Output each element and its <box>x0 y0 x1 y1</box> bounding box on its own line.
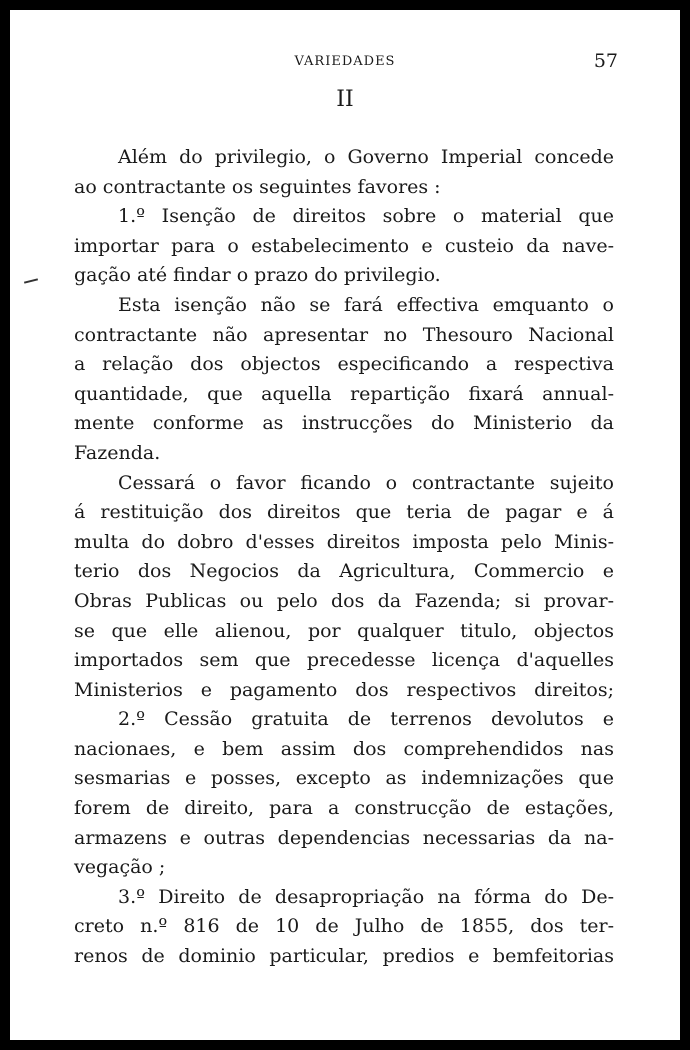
text-line: vegação ; <box>74 856 166 879</box>
page-number: 57 <box>593 50 618 72</box>
text-line: importados sem que precedesse licença d'aquelles <box>74 649 614 672</box>
text-line: creto n.º 816 de 10 de Julho de 1855, dos ter- <box>74 915 614 938</box>
text-line: renos de dominio particular, predios e bemfeitorias <box>74 945 614 968</box>
text-line: 2.º Cessão gratuita de terrenos devolutos e <box>118 708 614 731</box>
text-line: importar para o estabelecimento e custeio da nave- <box>74 234 614 257</box>
text-line: mente conforme as instrucções do Ministerio da <box>74 412 614 435</box>
text-line: contractante não apresentar no Thesouro Nacional <box>74 323 614 346</box>
text-line: 3.º Direito de desapropriação na fórma do De- <box>118 885 614 908</box>
text-line: sesmarias e posses, excepto as indemnizações que <box>74 767 614 790</box>
text-line: nacionaes, e bem assim dos comprehendidos nas <box>74 737 614 760</box>
text-line: Esta isenção não se fará effectiva emquanto o <box>118 293 614 316</box>
text-line: á restituição dos direitos que teria de pagar e á <box>74 501 614 524</box>
book-page <box>10 10 680 1040</box>
text-line: ao contractante os seguintes favores : <box>74 175 441 198</box>
text-line: se que elle alienou, por qualquer titulo, objectos <box>74 619 614 642</box>
text-line: armazens e outras dependencias necessarias da na- <box>74 826 614 849</box>
text-line: Além do privilegio, o Governo Imperial concede <box>118 146 614 168</box>
section-numeral: II <box>336 87 354 112</box>
text-line: Ministerios e pagamento dos respectivos direitos; <box>74 678 614 701</box>
text-line: 1.º Isenção de direitos sobre o material que <box>118 205 614 228</box>
body-text <box>74 143 614 972</box>
text-line: quantidade, que aquella repartição fixará annual- <box>74 382 614 405</box>
text-line: gação até findar o prazo do privilegio. <box>74 264 441 287</box>
text-line: Fazenda. <box>74 441 161 464</box>
text-line: Obras Publicas ou pelo dos da Fazenda; si provar- <box>74 589 614 612</box>
text-line: multa do dobro d'esses direitos imposta pelo Minis- <box>74 530 614 553</box>
text-line: Cessará o favor ficando o contractante sujeito <box>118 471 614 494</box>
text-line: forem de direito, para a construcção de estações, <box>74 797 614 820</box>
text-line: a relação dos objectos especificando a respectiva <box>74 353 614 376</box>
running-title: VARIEDADES <box>294 54 396 69</box>
margin-pencil-mark <box>24 278 38 283</box>
text-line: terio dos Negocios da Agricultura, Commercio e <box>74 560 614 583</box>
running-head <box>10 50 680 74</box>
